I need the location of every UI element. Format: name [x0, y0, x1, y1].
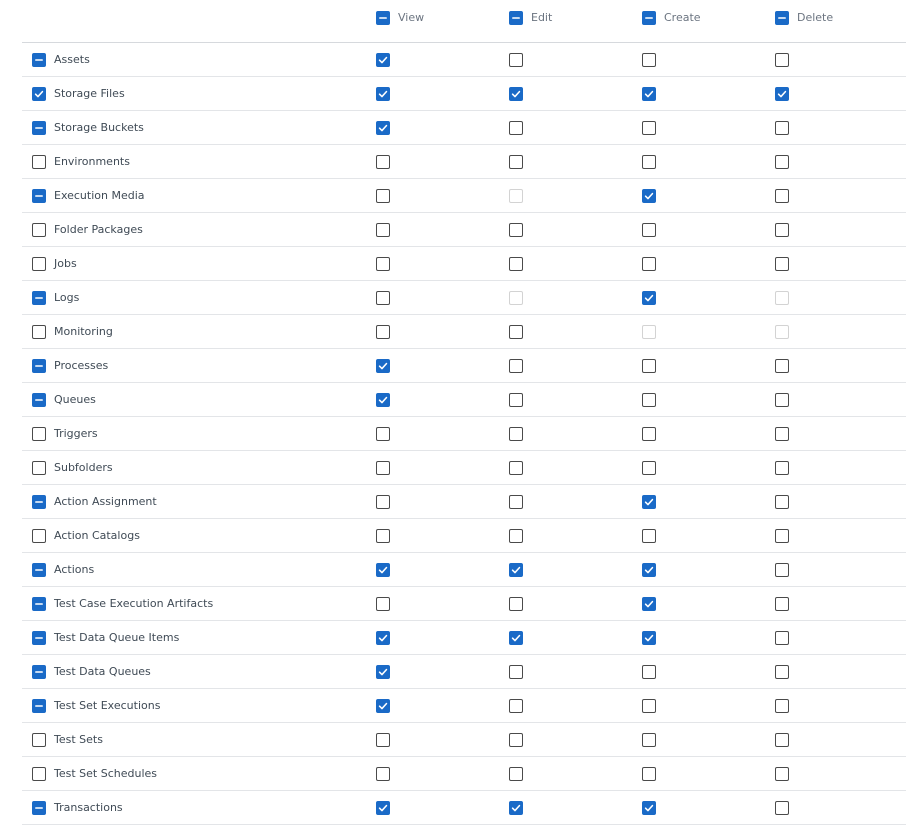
permission-row [0, 621, 924, 655]
row-label: Storage Buckets [54, 121, 144, 134]
row-label: Test Data Queues [54, 665, 151, 678]
row-select-checkbox[interactable] [32, 529, 46, 543]
permission-checkbox-create[interactable] [642, 733, 656, 747]
row-label: Monitoring [54, 325, 113, 338]
permission-checkbox-view[interactable] [376, 291, 390, 305]
permission-row [0, 281, 924, 315]
row-select-checkbox[interactable] [32, 53, 46, 67]
row-label: Test Data Queue Items [54, 631, 180, 644]
header-checkbox-view[interactable] [376, 11, 390, 25]
permission-checkbox-view[interactable] [376, 359, 390, 373]
permission-checkbox-delete[interactable] [775, 461, 789, 475]
row-select-checkbox[interactable] [32, 801, 46, 815]
permission-checkbox-create[interactable] [642, 223, 656, 237]
header-checkbox-delete[interactable] [775, 11, 789, 25]
row-select-checkbox[interactable] [32, 495, 46, 509]
permission-checkbox-delete[interactable] [775, 801, 789, 815]
permission-checkbox-delete[interactable] [775, 53, 789, 67]
row-divider [22, 824, 906, 825]
permission-checkbox-create[interactable] [642, 359, 656, 373]
permission-checkbox-view[interactable] [376, 325, 390, 339]
permission-checkbox-edit[interactable] [509, 427, 523, 441]
row-select-checkbox[interactable] [32, 393, 46, 407]
permission-row [0, 519, 924, 553]
permission-checkbox-delete[interactable] [775, 699, 789, 713]
permission-checkbox-create[interactable] [642, 291, 656, 305]
row-select-checkbox[interactable] [32, 121, 46, 135]
permission-checkbox-delete[interactable] [775, 155, 789, 169]
permission-checkbox-delete[interactable] [775, 87, 789, 101]
permission-checkbox-view[interactable] [376, 699, 390, 713]
permission-checkbox-delete[interactable] [775, 597, 789, 611]
row-select-checkbox[interactable] [32, 699, 46, 713]
permission-row [0, 553, 924, 587]
row-select-checkbox[interactable] [32, 291, 46, 305]
permission-checkbox-view[interactable] [376, 563, 390, 577]
permission-checkbox-edit[interactable] [509, 223, 523, 237]
permission-checkbox-edit [509, 189, 523, 203]
permission-checkbox-edit[interactable] [509, 495, 523, 509]
row-select-checkbox[interactable] [32, 257, 46, 271]
header-checkbox-edit[interactable] [509, 11, 523, 25]
permission-checkbox-view[interactable] [376, 529, 390, 543]
column-header-view: View [398, 11, 425, 24]
row-select-checkbox[interactable] [32, 767, 46, 781]
permission-checkbox-view[interactable] [376, 495, 390, 509]
permission-checkbox-edit [509, 291, 523, 305]
permission-row [0, 655, 924, 689]
permission-row [0, 587, 924, 621]
permission-row [0, 213, 924, 247]
permission-checkbox-create [642, 325, 656, 339]
permission-checkbox-edit[interactable] [509, 53, 523, 67]
permission-row [0, 451, 924, 485]
permission-checkbox-edit[interactable] [509, 461, 523, 475]
row-label: Triggers [54, 427, 98, 440]
permission-checkbox-view[interactable] [376, 223, 390, 237]
permission-checkbox-create[interactable] [642, 597, 656, 611]
permission-row [0, 417, 924, 451]
row-select-checkbox[interactable] [32, 665, 46, 679]
permission-checkbox-view[interactable] [376, 121, 390, 135]
permission-checkbox-edit[interactable] [509, 733, 523, 747]
row-select-checkbox[interactable] [32, 189, 46, 203]
permission-checkbox-view[interactable] [376, 597, 390, 611]
permission-checkbox-create[interactable] [642, 53, 656, 67]
permission-checkbox-create[interactable] [642, 393, 656, 407]
permission-checkbox-delete[interactable] [775, 223, 789, 237]
permission-row [0, 383, 924, 417]
permission-checkbox-view[interactable] [376, 393, 390, 407]
row-label: Storage Files [54, 87, 125, 100]
row-label: Processes [54, 359, 109, 372]
column-header-edit: Edit [531, 11, 553, 24]
permission-checkbox-create[interactable] [642, 699, 656, 713]
permission-checkbox-edit[interactable] [509, 665, 523, 679]
permission-row [0, 689, 924, 723]
row-label: Transactions [54, 801, 123, 814]
permission-checkbox-create[interactable] [642, 87, 656, 101]
permission-checkbox-delete[interactable] [775, 257, 789, 271]
permission-checkbox-edit[interactable] [509, 699, 523, 713]
row-label: Subfolders [54, 461, 113, 474]
permission-checkbox-delete [775, 325, 789, 339]
column-header-delete: Delete [797, 11, 834, 24]
permission-checkbox-view[interactable] [376, 665, 390, 679]
permission-checkbox-view[interactable] [376, 461, 390, 475]
permission-checkbox-create[interactable] [642, 461, 656, 475]
permission-checkbox-delete[interactable] [775, 529, 789, 543]
row-label: Logs [54, 291, 80, 304]
permission-checkbox-edit[interactable] [509, 393, 523, 407]
permission-checkbox-view[interactable] [376, 189, 390, 203]
row-select-checkbox[interactable] [32, 563, 46, 577]
permission-checkbox-edit[interactable] [509, 257, 523, 271]
row-label: Test Set Executions [54, 699, 161, 712]
permission-row [0, 485, 924, 519]
permission-checkbox-view[interactable] [376, 733, 390, 747]
permission-row [0, 111, 924, 145]
permission-checkbox-delete[interactable] [775, 665, 789, 679]
permission-checkbox-edit[interactable] [509, 121, 523, 135]
permission-checkbox-delete[interactable] [775, 121, 789, 135]
row-select-checkbox[interactable] [32, 87, 46, 101]
row-select-checkbox[interactable] [32, 223, 46, 237]
permission-checkbox-create[interactable] [642, 155, 656, 169]
row-select-checkbox[interactable] [32, 631, 46, 645]
permission-checkbox-edit[interactable] [509, 325, 523, 339]
permission-checkbox-edit[interactable] [509, 563, 523, 577]
column-header-create: Create [664, 11, 701, 24]
row-label: Actions [54, 563, 95, 576]
permission-row [0, 77, 924, 111]
permission-checkbox-view[interactable] [376, 155, 390, 169]
permission-row [0, 43, 924, 77]
permission-checkbox-delete[interactable] [775, 733, 789, 747]
permission-checkbox-edit[interactable] [509, 529, 523, 543]
permission-checkbox-create[interactable] [642, 189, 656, 203]
row-select-checkbox[interactable] [32, 155, 46, 169]
permission-checkbox-edit[interactable] [509, 359, 523, 373]
row-label: Environments [54, 155, 130, 168]
row-label: Test Case Execution Artifacts [54, 597, 214, 610]
permission-checkbox-create[interactable] [642, 563, 656, 577]
permission-row [0, 723, 924, 757]
permission-checkbox-delete[interactable] [775, 189, 789, 203]
row-label: Action Catalogs [54, 529, 140, 542]
permission-checkbox-view[interactable] [376, 53, 390, 67]
permission-checkbox-view[interactable] [376, 87, 390, 101]
permission-checkbox-edit[interactable] [509, 631, 523, 645]
permission-checkbox-view[interactable] [376, 427, 390, 441]
row-label: Jobs [54, 257, 77, 270]
row-label: Test Set Schedules [54, 767, 157, 780]
row-select-checkbox[interactable] [32, 427, 46, 441]
row-label: Execution Media [54, 189, 145, 202]
permission-checkbox-create[interactable] [642, 767, 656, 781]
row-label: Assets [54, 53, 90, 66]
header-checkbox-create[interactable] [642, 11, 656, 25]
permission-checkbox-edit[interactable] [509, 801, 523, 815]
row-select-checkbox[interactable] [32, 325, 46, 339]
permission-row [0, 757, 924, 791]
row-label: Queues [54, 393, 96, 406]
permission-row [0, 315, 924, 349]
permission-row [0, 247, 924, 281]
permission-checkbox-edit[interactable] [509, 597, 523, 611]
row-select-checkbox[interactable] [32, 733, 46, 747]
row-label: Test Sets [54, 733, 103, 746]
permission-row [0, 349, 924, 383]
permission-checkbox-delete[interactable] [775, 631, 789, 645]
permission-checkbox-delete[interactable] [775, 359, 789, 373]
row-select-checkbox[interactable] [32, 461, 46, 475]
permission-row [0, 791, 924, 825]
permission-checkbox-delete[interactable] [775, 563, 789, 577]
permission-checkbox-view[interactable] [376, 801, 390, 815]
permission-checkbox-create[interactable] [642, 495, 656, 509]
permission-checkbox-create[interactable] [642, 529, 656, 543]
permission-checkbox-create[interactable] [642, 427, 656, 441]
permission-row [0, 179, 924, 213]
permission-checkbox-view[interactable] [376, 767, 390, 781]
row-select-checkbox[interactable] [32, 597, 46, 611]
permission-checkbox-view[interactable] [376, 257, 390, 271]
row-label: Folder Packages [54, 223, 143, 236]
permission-checkbox-create[interactable] [642, 631, 656, 645]
permission-checkbox-view[interactable] [376, 631, 390, 645]
permission-checkbox-delete[interactable] [775, 427, 789, 441]
permission-checkbox-edit[interactable] [509, 767, 523, 781]
permission-checkbox-create[interactable] [642, 257, 656, 271]
row-label: Action Assignment [54, 495, 157, 508]
row-select-checkbox[interactable] [32, 359, 46, 373]
permission-checkbox-create[interactable] [642, 121, 656, 135]
permission-checkbox-create[interactable] [642, 665, 656, 679]
permission-checkbox-delete [775, 291, 789, 305]
permission-checkbox-edit[interactable] [509, 87, 523, 101]
permission-checkbox-edit[interactable] [509, 155, 523, 169]
permission-checkbox-delete[interactable] [775, 393, 789, 407]
permission-checkbox-delete[interactable] [775, 495, 789, 509]
permission-row [0, 145, 924, 179]
permission-checkbox-delete[interactable] [775, 767, 789, 781]
permission-checkbox-create[interactable] [642, 801, 656, 815]
